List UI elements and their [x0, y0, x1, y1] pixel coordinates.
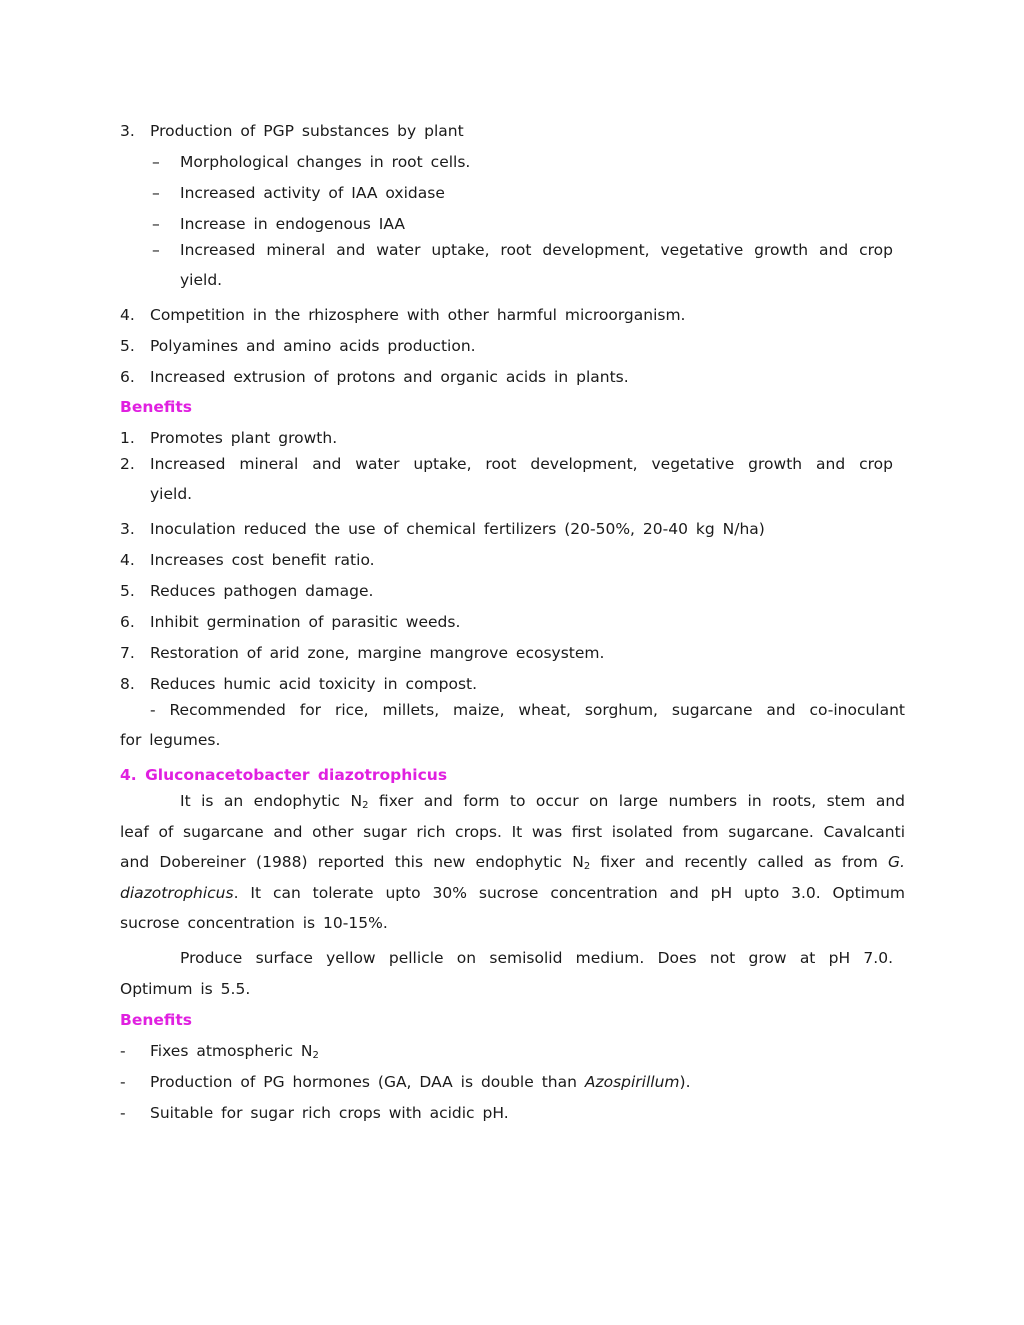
recommended-line-continuation: for legumes. — [120, 731, 221, 749]
paragraph-line: sucrose concentration is 10-15%. — [120, 914, 388, 932]
benefits-heading: Benefits — [120, 1011, 192, 1029]
document-page: 3. Production of PGP substances by plant – Morphological changes in root cells. – Increased activity of IAA oxidase – Increase in endogenous IAA – Increased mineral and water uptake, root development, vegetative growth and crop yield. 4. Competition in the rhizosphere with other harmful microorganism. 5. Polyamines and amino acids production. 6. Increased extrusion of protons and organic acids in plants. Benefits 1. Promotes plant growth. 2. Increased mineral and water uptake, root development, vegetative growth and crop yield. 3. Inoculation reduced the use of chemical fertilizers (20-50%, 20-40 kg N/ha) 4. Increases cost benefit ratio. 5. Reduces pathogen damage. 6. Inhibit germination of parasitic weeds. 7. Restoration of arid zone, margine mangrove ecosystem. 8. Reduces humic acid toxicity in compost. - Recommended for rice, millets, maize, wheat, sorghum, sugarcane and co-inoculant for legumes. 4. Gluconacetobacter diazotrophicus It is an endophytic $N_2$ fixer and form to occur on large numbers in roots, stem and leaf of sugarcane and other sugar rich crops. It was first isolated from sugarcane. Cavalcanti and Dobereiner (1988) reported this new endophytic $N_2$ fixer and recently called as from G. diazotrophicus. It can tolerate upto 30% sucrose concentration and pH upto 3.0. Optimum sucrose concentration is 10-15%. Produce surface yellow pellicle on semisolid medium. Does not grow at pH 7.0. Optimum is 5.5. Benefits - Fixes atmospheric $N_2$ - Production of PG hormones (GA, DAA is double than Azospirillum). - Suitable for sugar rich crops with acidic pH. — [120, 122, 905, 1122]
benefits-heading: Benefits — [120, 398, 192, 416]
paragraph-line: Optimum is 5.5. — [120, 980, 251, 998]
section-heading: 4. Gluconacetobacter diazotrophicus — [120, 766, 448, 784]
